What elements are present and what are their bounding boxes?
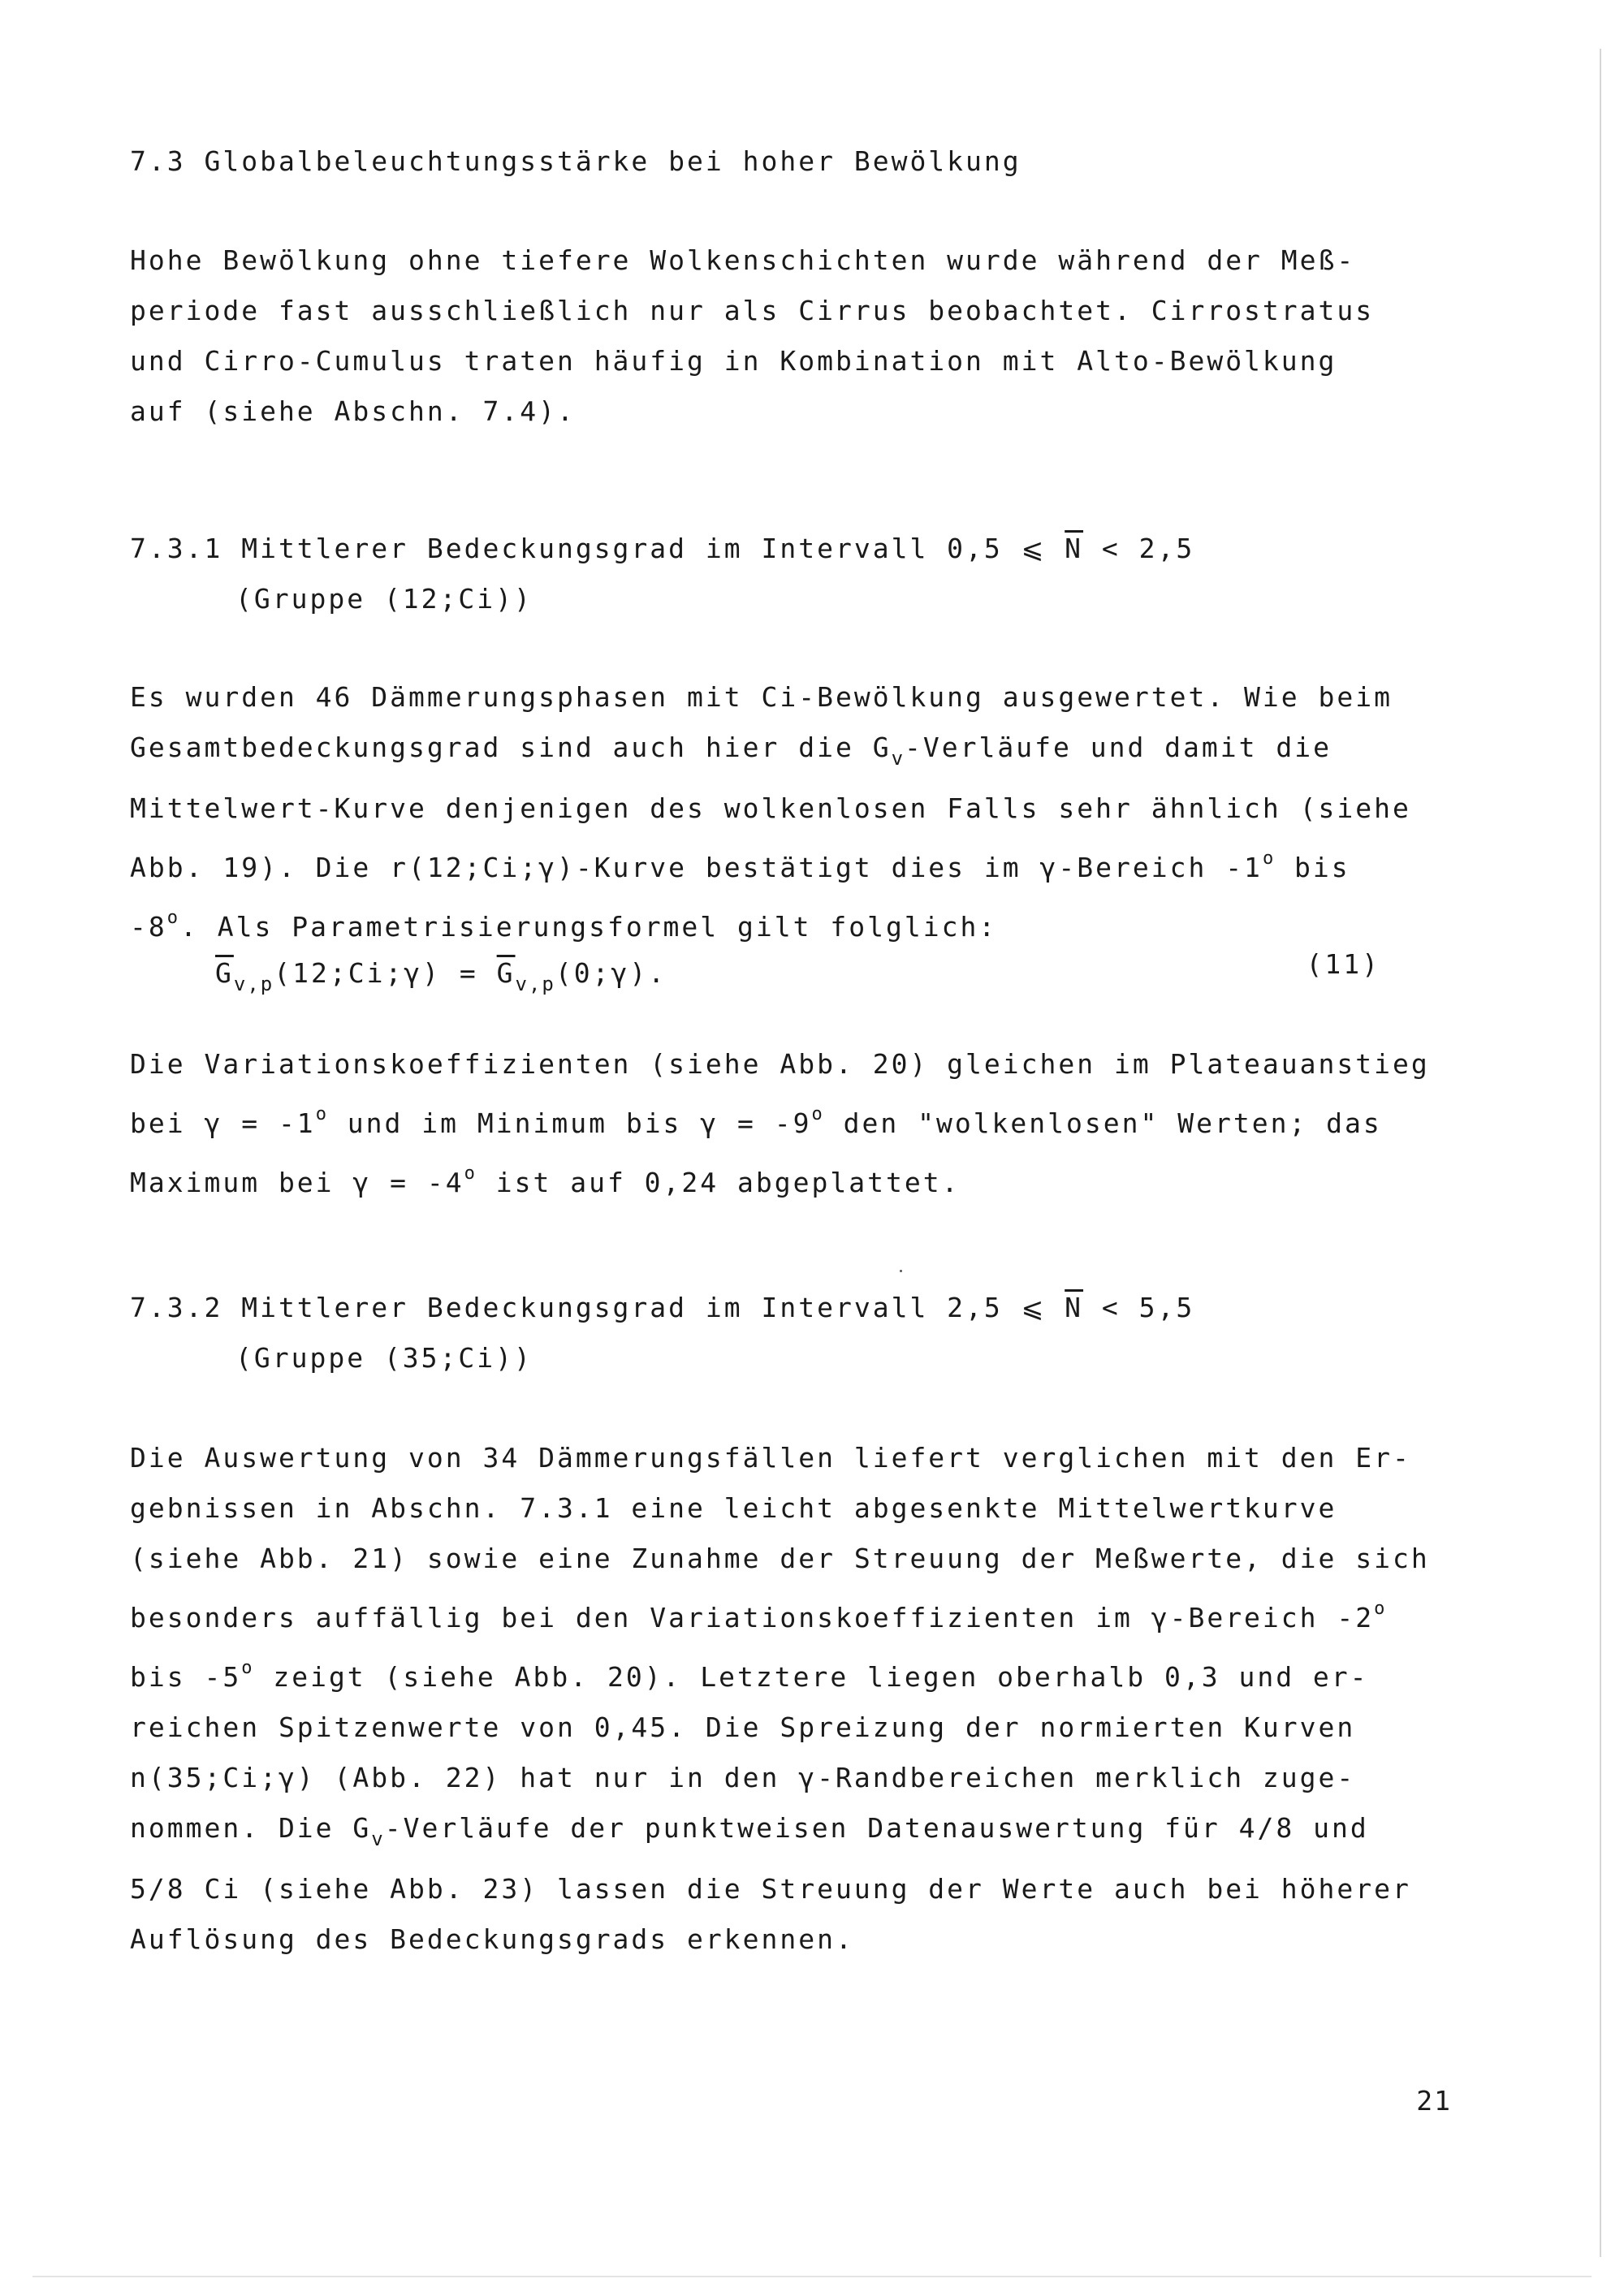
scan-edge-line [1600, 49, 1601, 2257]
equation-11: $\overline{G}_{v,p}(12;Ci;\gamma)$ = $\overline{G}_{v,p}(0;\gamma)$. [215, 957, 667, 995]
heading-line: 7.3.1 Mittlerer Bedeckungsgrad im Intervall 0,5 ⩽ $\overline{N} < 2,5$ [130, 533, 1195, 564]
n-mean-symbol: $\overline{N}$ [1065, 533, 1084, 564]
text-line: periode fast ausschließlich nur als Cirrus beobachtet. Cirrostratus [130, 295, 1375, 326]
text-line: -8$^o$. Als Parametrisierungsformel gilt folglich: [130, 908, 998, 943]
text-line: bei $\gamma = -1^o$ und im Minimum bis $\gamma = -9^o$ den "wolkenlosen" Werten; das [130, 1104, 1382, 1139]
text-line: und Cirro-Cumulus traten häufig in Kombination mit Alto-Bewölkung [130, 345, 1337, 377]
text-line: Abb. 19). Die r(12;Ci;γ)-Kurve bestätigt dies im γ-Bereich -1$^o$ bis [130, 848, 1350, 883]
text-line: bis -5$^o$ zeigt (siehe Abb. 20). Letztere liegen oberhalb 0,3 und er- [130, 1658, 1369, 1693]
text-line: Hohe Bewölkung ohne tiefere Wolkenschichten wurde während der Meß- [130, 244, 1356, 276]
text-line: nommen. Die $G_v$-Verläufe der punktweisen Datenauswertung für 4/8 und [130, 1812, 1369, 1850]
text-line: Gesamtbedeckungsgrad sind auch hier die $G_v$-Verläufe und damit die [130, 732, 1332, 770]
section-heading-7-3: 7.3 Globalbeleuchtungsstärke bei hoher Bewölkung [130, 145, 1021, 177]
text-line: Auflösung des Bedeckungsgrads erkennen. [130, 1923, 854, 1955]
paragraph-7-3-1-a [130, 672, 1421, 952]
group-label: (Gruppe (35;Ci)) [235, 1342, 533, 1374]
text-line: n(35;Ci;γ) (Abb. 22) hat nur in den γ-Randbereichen merklich zuge- [130, 1762, 1356, 1793]
group-label: (Gruppe (12;Ci)) [235, 583, 533, 615]
text-line: Maximum bei $\gamma = -4^o$ ist auf 0,24 abgeplattet. [130, 1163, 961, 1198]
equation-number: (11) [1306, 948, 1380, 980]
section-heading-7-3-2 [130, 1283, 1421, 1383]
text-line: besonders auffällig bei den Variationskoeffizienten im γ-Bereich -2$^o$ [130, 1599, 1388, 1634]
text-line: (siehe Abb. 21) sowie eine Zunahme der Streuung der Meßwerte, die sich [130, 1543, 1430, 1574]
heading-line: 7.3.2 Mittlerer Bedeckungsgrad im Intervall 2,5 ⩽ $\overline{N} < 5,5$ [130, 1292, 1195, 1323]
text-line: 5/8 Ci (siehe Abb. 23) lassen die Streuung der Werte auch bei höherer [130, 1873, 1411, 1905]
scan-speck [900, 1270, 902, 1272]
text-line: Die Auswertung von 34 Dämmerungsfällen liefert verglichen mit den Er- [130, 1442, 1411, 1474]
n-mean-symbol: $\overline{N}$ [1065, 1292, 1084, 1323]
paragraph-7-3-2 [130, 1433, 1430, 1965]
paragraph-7-3 [130, 235, 1421, 437]
text-line: Es wurden 46 Dämmerungsphasen mit Ci-Bewölkung ausgewertet. Wie beim [130, 681, 1393, 713]
text-line: reichen Spitzenwerte von 0,45. Die Spreizung der normierten Kurven [130, 1711, 1356, 1743]
text-line: gebnissen in Abschn. 7.3.1 eine leicht abgesenkte Mittelwertkurve [130, 1492, 1337, 1524]
section-heading-7-3-1 [130, 524, 1421, 624]
scan-bottom-line [32, 2276, 1592, 2277]
paragraph-7-3-1-b [130, 1039, 1430, 1208]
text-line: Die Variationskoeffizienten (siehe Abb. 20) gleichen im Plateauanstieg [130, 1048, 1430, 1080]
page-number: 21 [1416, 2085, 1452, 2117]
text-line: Mittelwert-Kurve denjenigen des wolkenlosen Falls sehr ähnlich (siehe [130, 792, 1411, 824]
text-line: auf (siehe Abschn. 7.4). [130, 395, 576, 427]
